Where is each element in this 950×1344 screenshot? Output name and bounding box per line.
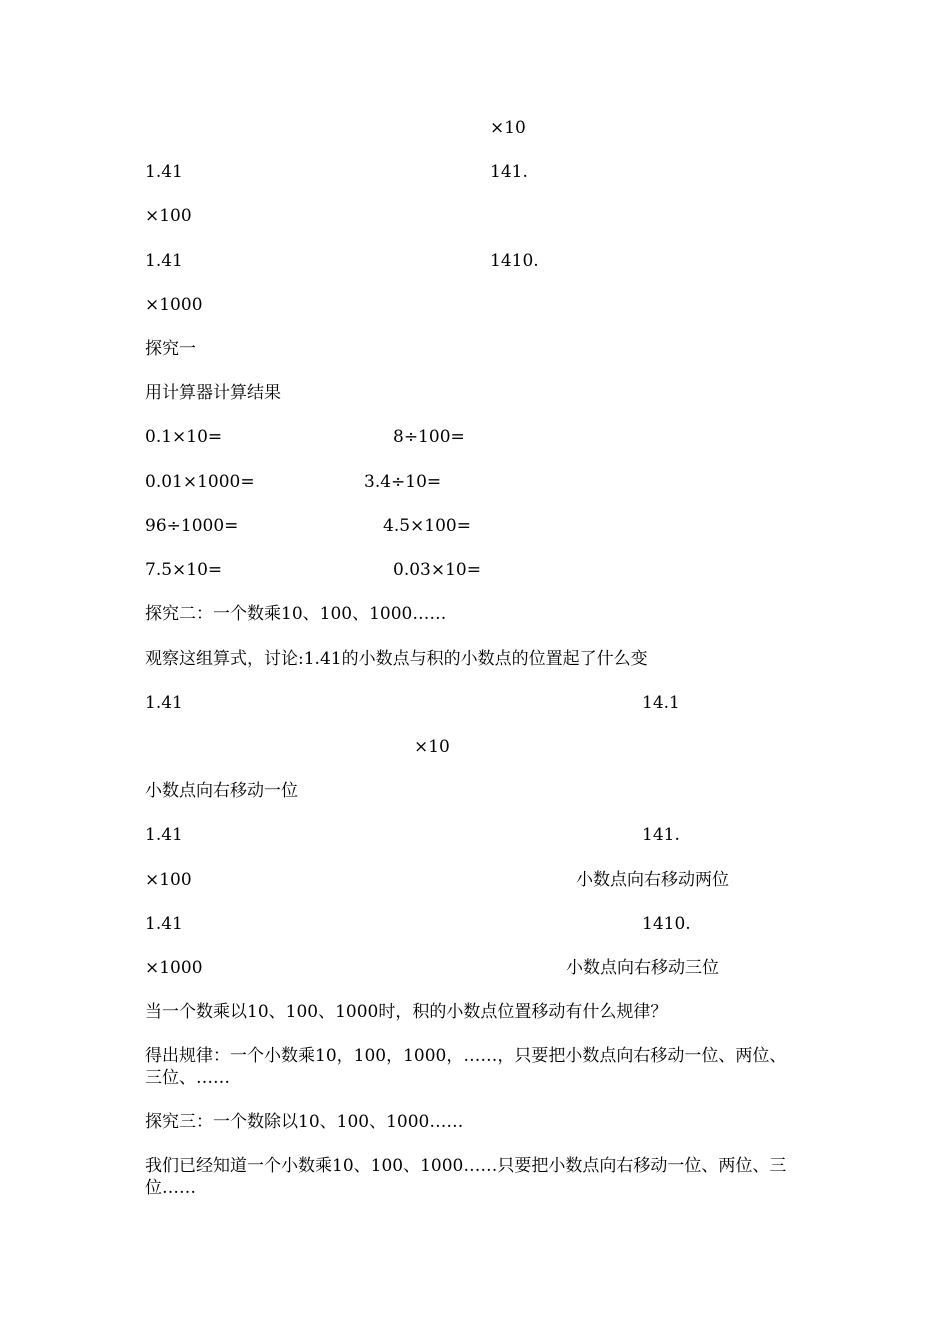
problem-3-left: 96÷1000= (145, 516, 239, 536)
e2-row1-note: 小数点向右移动一位 (145, 781, 298, 801)
e2-row2-right: 141. (642, 825, 680, 845)
explore2-question: 当一个数乘以10、100、1000时，积的小数点位置移动有什么规律？ (145, 1002, 668, 1022)
e2-row3-right: 1410. (642, 914, 691, 934)
e2-row3-left: 1.41 (145, 914, 183, 934)
e2-row2-note: 小数点向右移动两位 (576, 870, 729, 890)
explore1-heading: 探究一 (145, 339, 196, 359)
problem-2-right: 3.4÷10= (364, 472, 442, 492)
explore2-rule: 得出规律：一个小数乘10，100，1000，……，只要把小数点向右移动一位、两位、三位、…… (145, 1046, 787, 1088)
e2-row3-note: 小数点向右移动三位 (566, 958, 719, 978)
e2-row1-right: 14.1 (642, 693, 680, 713)
e2-row2-operator: ×100 (145, 870, 192, 890)
row2-left-value: 1.41 (145, 251, 183, 271)
times10-label: ×10 (490, 118, 526, 138)
problem-4-right: 0.03×10= (393, 560, 481, 580)
row1-left-value: 1.41 (145, 162, 183, 182)
explore2-heading: 探究二：一个数乘10、100、1000…… (145, 604, 447, 624)
problem-4-left: 7.5×10= (145, 560, 223, 580)
explore2-prompt: 观察这组算式，讨论:1.41的小数点与积的小数点的位置起了什么变 (145, 649, 648, 669)
e2-row1-left: 1.41 (145, 693, 183, 713)
explore1-instruction: 用计算器计算结果 (145, 383, 281, 403)
explore3-heading: 探究三：一个数除以10、100、1000…… (145, 1112, 464, 1132)
e2-row1-operator: ×10 (414, 737, 450, 757)
explore3-text: 我们已经知道一个小数乘10、100、1000……只要把小数点向右移动一位、两位、三位…… (145, 1156, 787, 1198)
problem-1-right: 8÷100= (393, 427, 465, 447)
e2-row3-operator: ×1000 (145, 958, 203, 978)
row1-right-value: 141. (490, 162, 528, 182)
times1000-label: ×1000 (145, 295, 203, 315)
times100-label: ×100 (145, 206, 192, 226)
problem-2-left: 0.01×1000= (145, 472, 255, 492)
row2-right-value: 1410. (490, 251, 539, 271)
problem-3-right: 4.5×100= (383, 516, 471, 536)
problem-1-left: 0.1×10= (145, 427, 223, 447)
e2-row2-left: 1.41 (145, 825, 183, 845)
